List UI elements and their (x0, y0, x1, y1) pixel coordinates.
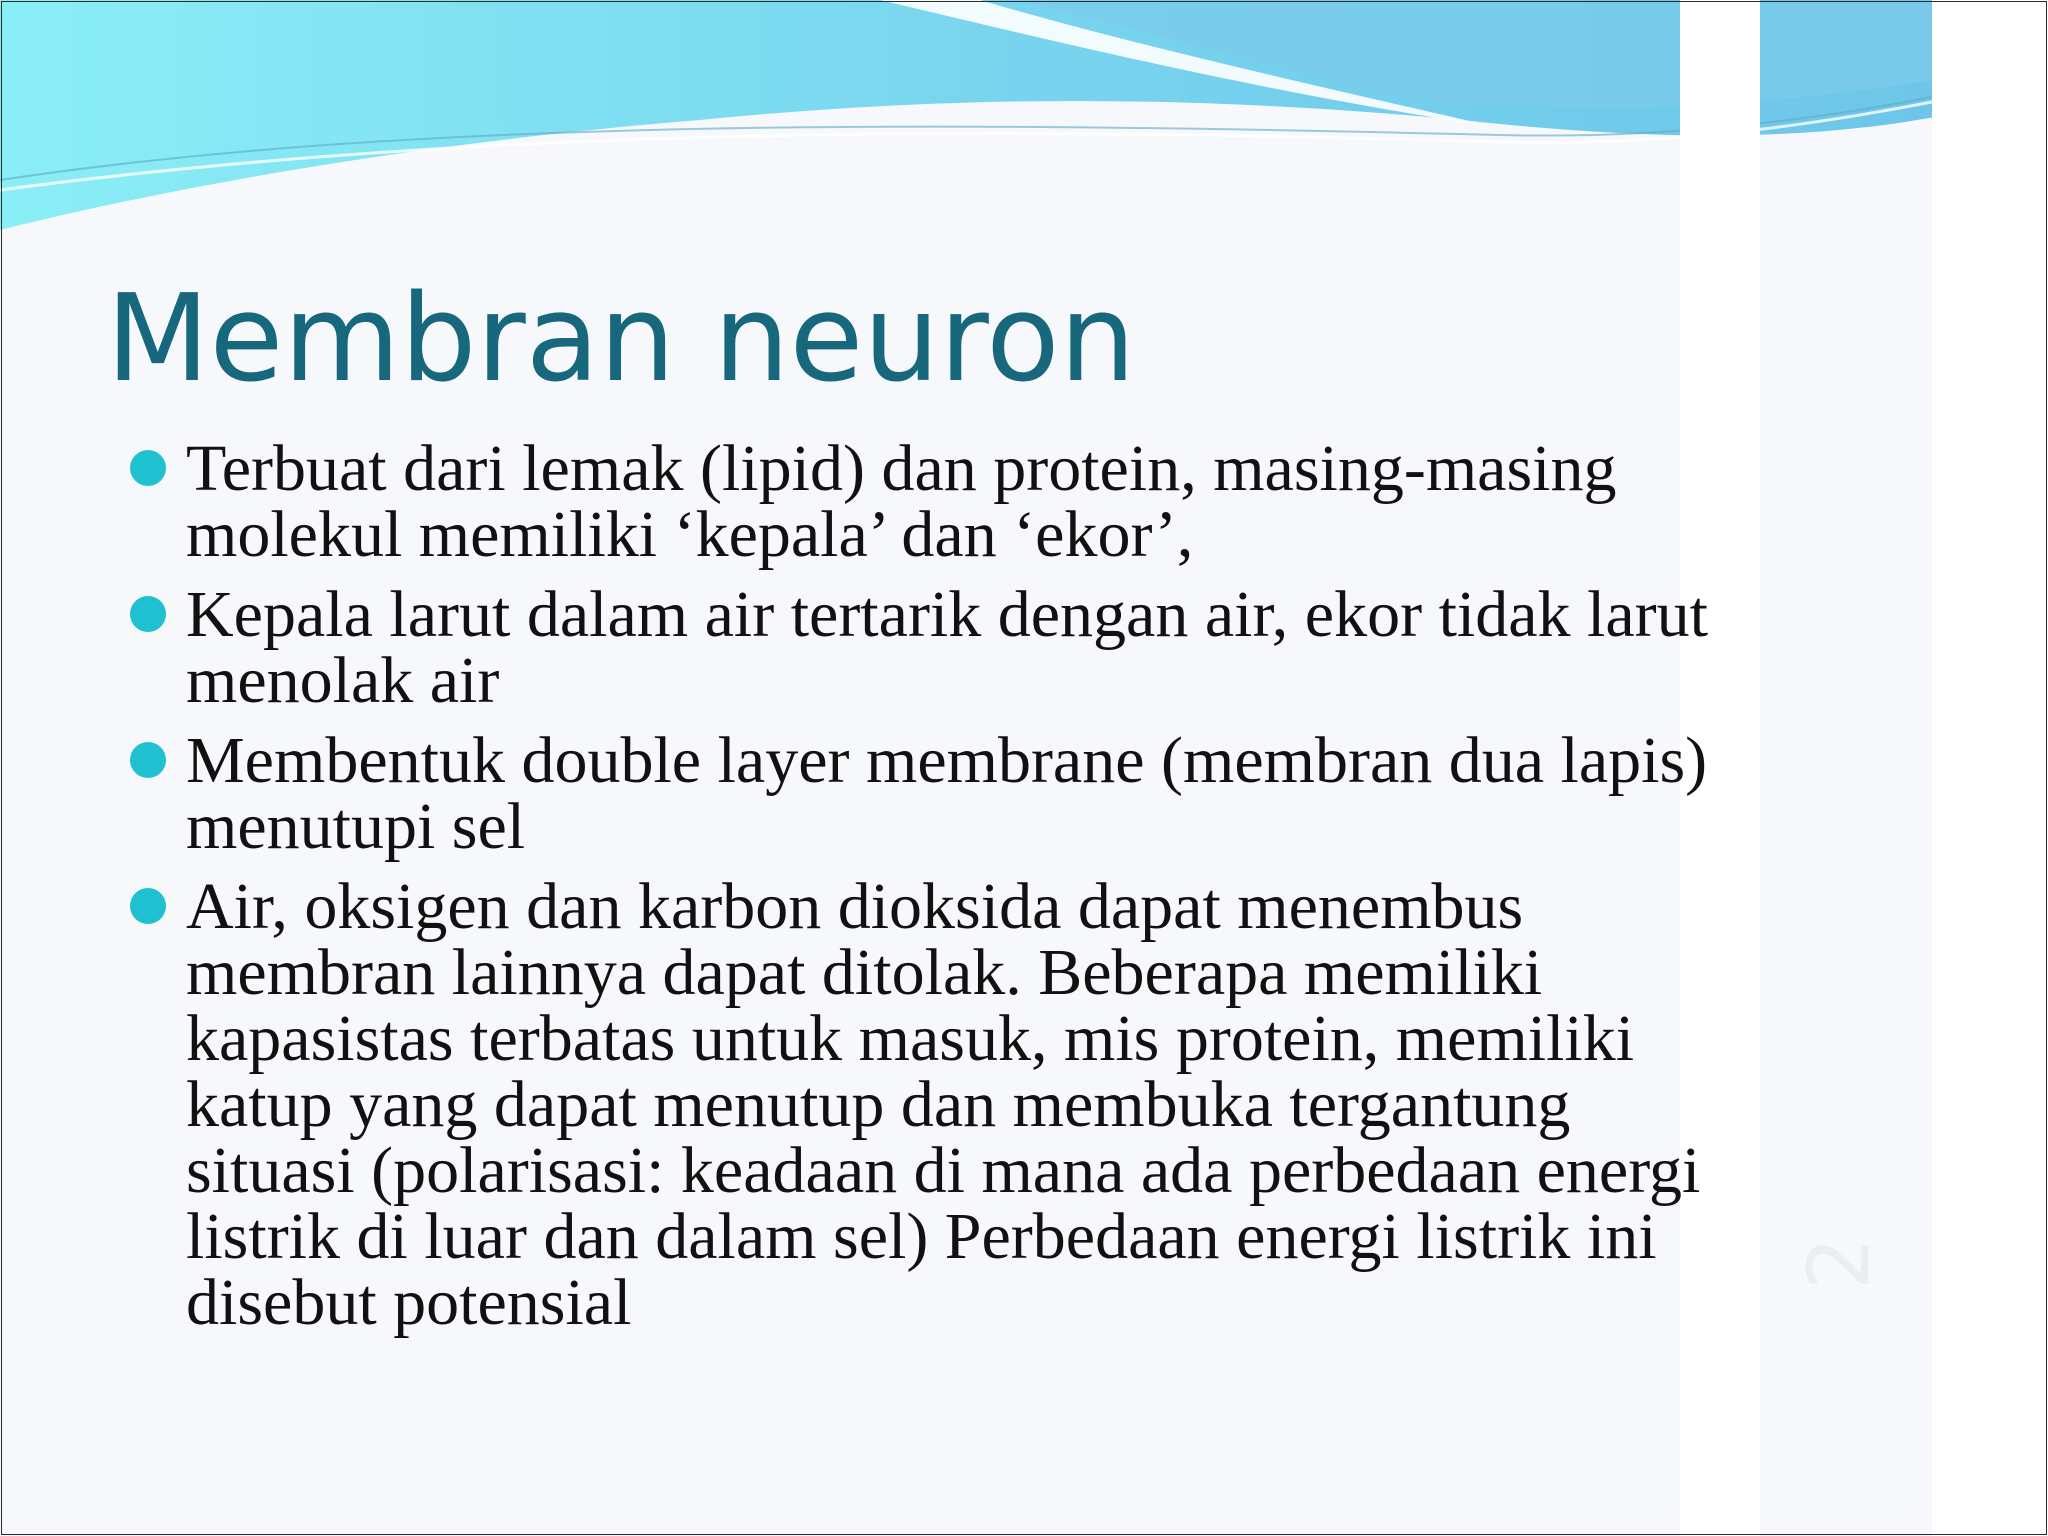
page-number: 2 (1790, 1236, 1888, 1290)
bullet-item (130, 578, 1930, 717)
bullet-icon (130, 742, 166, 778)
bullet-icon (130, 596, 166, 632)
bullet-item (130, 870, 1930, 1339)
slide-title: Membran neuron (106, 270, 1136, 409)
right-margin (1932, 0, 2048, 1536)
bullet-text: Terbuat dari lemak (lipid) dan protein, masing-masing molekul memiliki ‘kepala’ dan ‘ekor’, (186, 432, 1617, 571)
bullet-item (130, 724, 1930, 863)
bullet-icon (130, 450, 166, 486)
bullet-text: Air, oksigen dan karbon dioksida dapat menembus membran lainnya dapat ditolak. Beberapa memiliki kapasistas terbatas untuk masuk, mis protein, memiliki katup yang dapat menutup dan membuka tergantung situasi (polarisasi: keadaan di mana ada perbedaan energi listrik di luar dan dalam sel) Perbedaan energi listrik ini disebut potensial (186, 870, 1701, 1339)
bullet-list (130, 432, 1930, 1350)
bullet-item (130, 432, 1930, 571)
bullet-text: Kepala larut dalam air tertarik dengan air, ekor tidak larut menolak air (186, 578, 1708, 717)
bullet-text: Membentuk double layer membrane (membran dua lapis) menutupi sel (186, 724, 1708, 863)
bullet-icon (130, 888, 166, 924)
